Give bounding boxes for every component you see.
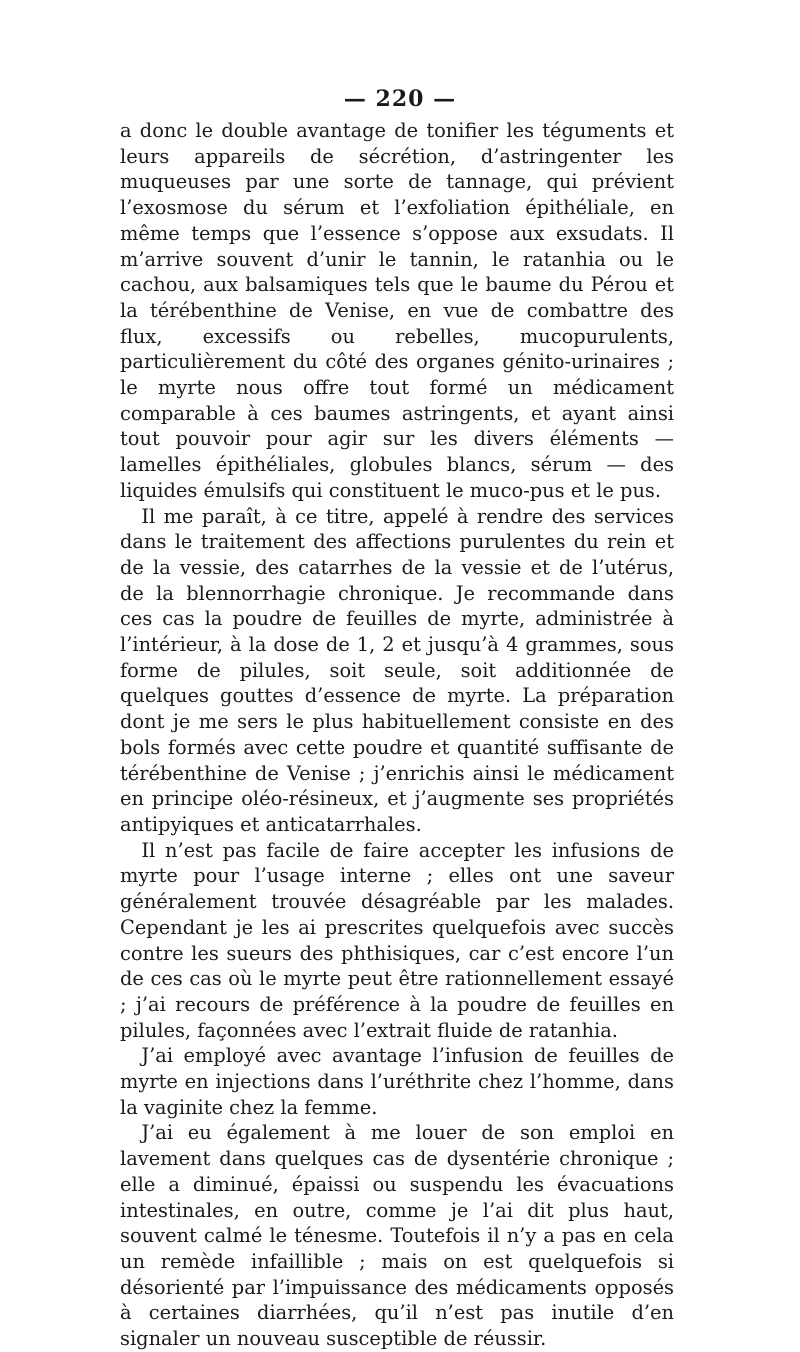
paragraph-myrtle-enema: J’ai eu également à me louer de son emploi en lavement dans quelques cas de dysentérie chronique ; elle a diminué, épaissi ou suspendu les évacuations intestinales, en outre, comme je l’ai dit plus haut, souvent calmé le ténesme. Toutefois il n’y a pas en cela un remède infaillible ; mais on est quelquefois si désorienté par l’impuissance des médicaments opposés à certaines diarrhées, qu’il n’est pas inutile d’en signaler un nouveau susceptible de réussir. bbox=[120, 1121, 674, 1351]
page-number: — 220 — bbox=[343, 86, 457, 112]
paragraph-myrtle-injections: J’ai employé avec avantage l’infusion de feuilles de myrte en injections dans l’uréthrite chez l’homme, dans la vaginite chez la femme. bbox=[120, 1044, 674, 1119]
page-body bbox=[120, 118, 674, 1352]
paragraph-myrtle-purulent-affections: Il me paraît, à ce titre, appelé à rendre des services dans le traitement des affections purulentes du rein et de la vessie, des catarrhes de la vessie et de l’utérus, de la blennorrhagie chronique. Je recommande dans ces cas la poudre de feuilles de myrte, administrée à l’intérieur, à la dose de 1, 2 et jusqu’à 4 grammes, sous forme de pilules, soit seule, soit additionnée de quelques gouttes d’essence de myrte. La préparation dont je me sers le plus habituellement consiste en des bols formés avec cette poudre et quantité suffisante de térébenthine de Venise ; j’enrichis ainsi le médicament en principe oléo-résineux, et j’augmente ses propriétés antipyiques et anticatarrhales. bbox=[120, 504, 674, 836]
paragraph-continuation: a donc le double avantage de tonifier les téguments et leurs appareils de sécrétion, d’astringenter les muqueuses par une sorte de tannage, qui prévient l’exosmose du sérum et l’exfoliation épithéliale, en même temps que l’essence s’oppose aux exsudats. Il m’arrive souvent d’unir le tannin, le ratanhia ou le cachou, aux balsamiques tels que le baume du Pérou et la térébenthine de Venise, en vue de combattre des flux, excessifs ou rebelles, mucopurulents, particulièrement du côté des organes génito-urinaires ; le myrte nous offre tout formé un médicament comparable à ces baumes astringents, et ayant ainsi tout pouvoir pour agir sur les divers éléments — lamelles épithéliales, globules blancs, sérum — des liquides émulsifs qui constituent le muco-pus et le pus. bbox=[120, 119, 674, 502]
paragraph-myrtle-infusions: Il n’est pas facile de faire accepter les infusions de myrte pour l’usage interne ; elles ont une saveur généralement trouvée désagréable par les malades. Cependant je les ai prescrites quelquefois avec succès contre les sueurs des phthisiques, car c’est encore l’un de ces cas où le myrte peut être rationnellement essayé ; j’ai recours de préférence à la poudre de feuilles en pilules, façonnées avec l’extrait fluide de ratanhia. bbox=[120, 838, 674, 1042]
